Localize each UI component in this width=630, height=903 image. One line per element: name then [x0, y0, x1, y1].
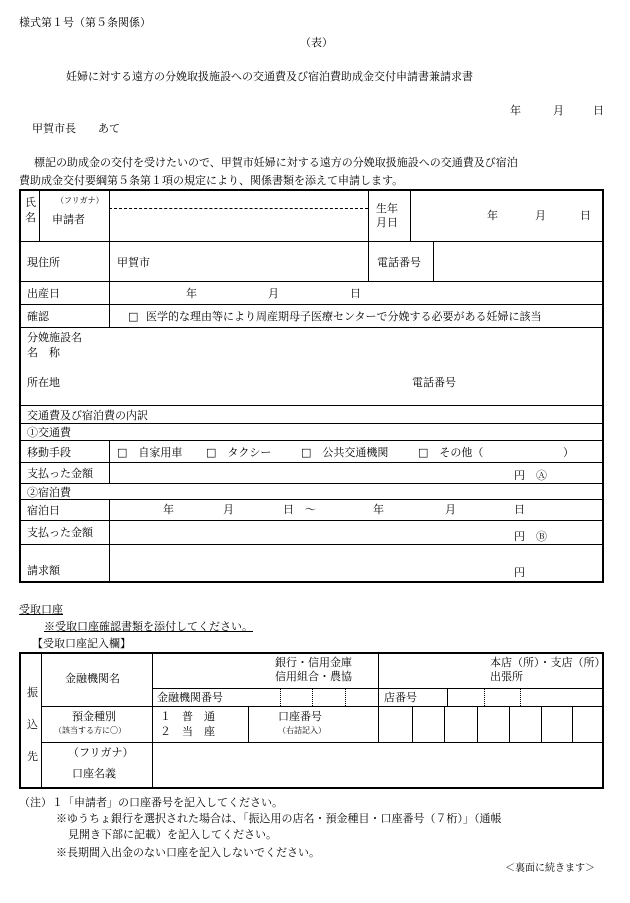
- lodging-heading: ②宿泊費: [27, 486, 71, 499]
- form-side-label: （表）: [300, 36, 333, 49]
- date-month: 月: [553, 104, 564, 117]
- body-text-line2: 費助成金交付要綱第５条第１項の規定により、関係書類を添えて申請します。: [19, 174, 404, 187]
- note-1: （注）１「申請者」の口座番号を記入してください。: [19, 796, 283, 809]
- transport-paid-label: 支払った金額: [27, 467, 93, 480]
- date-day: 日: [593, 104, 604, 117]
- continue-note: ＜裏面に続きます＞: [505, 863, 595, 874]
- date-year: 年: [510, 104, 521, 117]
- branch-type-line1: 本店（所）・支店（所）: [490, 656, 606, 669]
- delivery-day: 日: [350, 287, 361, 300]
- facility-name-label: 分娩施設名: [27, 331, 82, 344]
- applicant-name-field[interactable]: [110, 192, 367, 240]
- facility-location-label: 所在地: [27, 376, 60, 389]
- side-label-3: 先: [27, 750, 38, 763]
- phone-field[interactable]: [434, 243, 602, 280]
- account-number-note: （右詰記入）: [278, 726, 326, 735]
- bank-type-line2: 信用組合・農協: [275, 670, 352, 683]
- expenses-breakdown-label: 交通費及び宿泊費の内訳: [27, 409, 148, 422]
- lodging-paid-label: 支払った金額: [27, 526, 93, 539]
- note-2-line2: 見開き下部に記載）を記入してください。: [68, 828, 277, 841]
- address-value[interactable]: 甲賀市: [117, 256, 150, 269]
- birth-day: 日: [580, 209, 591, 222]
- lodging-day-to: 日: [514, 503, 525, 516]
- means-label: 移動手段: [27, 446, 71, 459]
- applicant-label: 申請者: [52, 213, 85, 226]
- means-option-other-close: ）: [563, 446, 574, 459]
- deposit-type-note: （該当する方に〇）: [54, 726, 126, 735]
- means-option-other[interactable]: □ その他（: [418, 446, 484, 459]
- account-attach-note: ※受取口座確認書類を添付してください。: [44, 620, 253, 633]
- account-heading: 受取口座: [19, 603, 63, 616]
- lodging-date-label: 宿泊日: [27, 504, 60, 517]
- lodging-year-to: 年: [373, 503, 384, 516]
- facility-phone-label: 電話番号: [412, 376, 456, 389]
- name-label-2: 名: [25, 211, 36, 224]
- delivery-month: 月: [268, 287, 279, 300]
- address-label: 現住所: [27, 256, 60, 269]
- lodging-month-to: 月: [445, 503, 456, 516]
- deposit-option-ordinary[interactable]: １ 普 通: [160, 710, 215, 723]
- deposit-option-current[interactable]: ２ 当 座: [160, 725, 215, 738]
- bank-code-label: 金融機関番号: [157, 691, 223, 704]
- request-amount-label: 請求額: [27, 564, 60, 577]
- form-number: 様式第１号（第５条関係）: [19, 16, 151, 29]
- deposit-type-label: 預金種別: [72, 710, 116, 723]
- branch-type-line2: 出張所: [490, 670, 523, 683]
- addressee: 甲賀市長 あて: [32, 122, 120, 135]
- name-label: 氏: [25, 196, 36, 209]
- note-2-line1: ※ゆうちょ銀行を選択された場合は、「振込用の店名・預金種目・口座番号（７桁）」（通帳: [56, 812, 502, 825]
- lodging-yen-b: 円 Ⓑ: [514, 530, 547, 543]
- request-yen: 円: [514, 566, 525, 579]
- lodging-year-from: 年: [163, 503, 174, 516]
- side-label-1: 振: [27, 686, 38, 699]
- body-text-line1: 標記の助成金の交付を受けたいので、甲賀市妊婦に対する遠方の分娩取扱施設への交通費及び宿泊: [34, 156, 518, 169]
- confirm-checkbox[interactable]: □: [128, 310, 139, 323]
- holder-furigana-label: （フリガナ）: [68, 746, 134, 759]
- transport-heading: ①交通費: [27, 426, 71, 439]
- delivery-year: 年: [186, 287, 197, 300]
- confirm-label: 確認: [27, 310, 49, 323]
- note-3: ※長期間入出金のない口座を記入しないでください。: [56, 846, 320, 859]
- means-option-car[interactable]: □ 自家用車: [117, 446, 183, 459]
- side-label-2: 込: [27, 718, 38, 731]
- account-section-label: 【受取口座記入欄】: [32, 637, 131, 650]
- means-option-public[interactable]: □ 公共交通機関: [301, 446, 389, 459]
- holder-name-field[interactable]: [153, 743, 602, 787]
- lodging-month-from: 月: [223, 503, 234, 516]
- confirm-text: 医学的な理由等により周産期母子医療センターで分娩する必要がある妊婦に該当: [146, 310, 542, 323]
- birth-label-2: 月日: [376, 216, 398, 229]
- furigana-label: （フリガナ）: [56, 196, 104, 205]
- means-option-taxi[interactable]: □ タクシー: [206, 446, 272, 459]
- account-number-label: 口座番号: [278, 710, 322, 723]
- facility-name-label-2: 名 称: [27, 346, 60, 359]
- transport-yen-a: 円 Ⓐ: [514, 469, 547, 482]
- holder-name-label: 口座名義: [72, 767, 116, 780]
- lodging-day-from: 日 ～: [283, 503, 316, 516]
- delivery-date-label: 出産日: [27, 287, 60, 300]
- bank-name-label: 金融機関名: [65, 672, 120, 685]
- birth-label: 生年: [376, 202, 398, 215]
- branch-code-label: 店番号: [384, 691, 417, 704]
- form-title: 妊婦に対する遠方の分娩取扱施設への交通費及び宿泊費助成金交付申請書兼請求書: [66, 70, 473, 83]
- bank-type-line1: 銀行・信用金庫: [275, 656, 352, 669]
- birth-year: 年: [487, 209, 498, 222]
- phone-label: 電話番号: [377, 256, 421, 269]
- birth-month: 月: [535, 209, 546, 222]
